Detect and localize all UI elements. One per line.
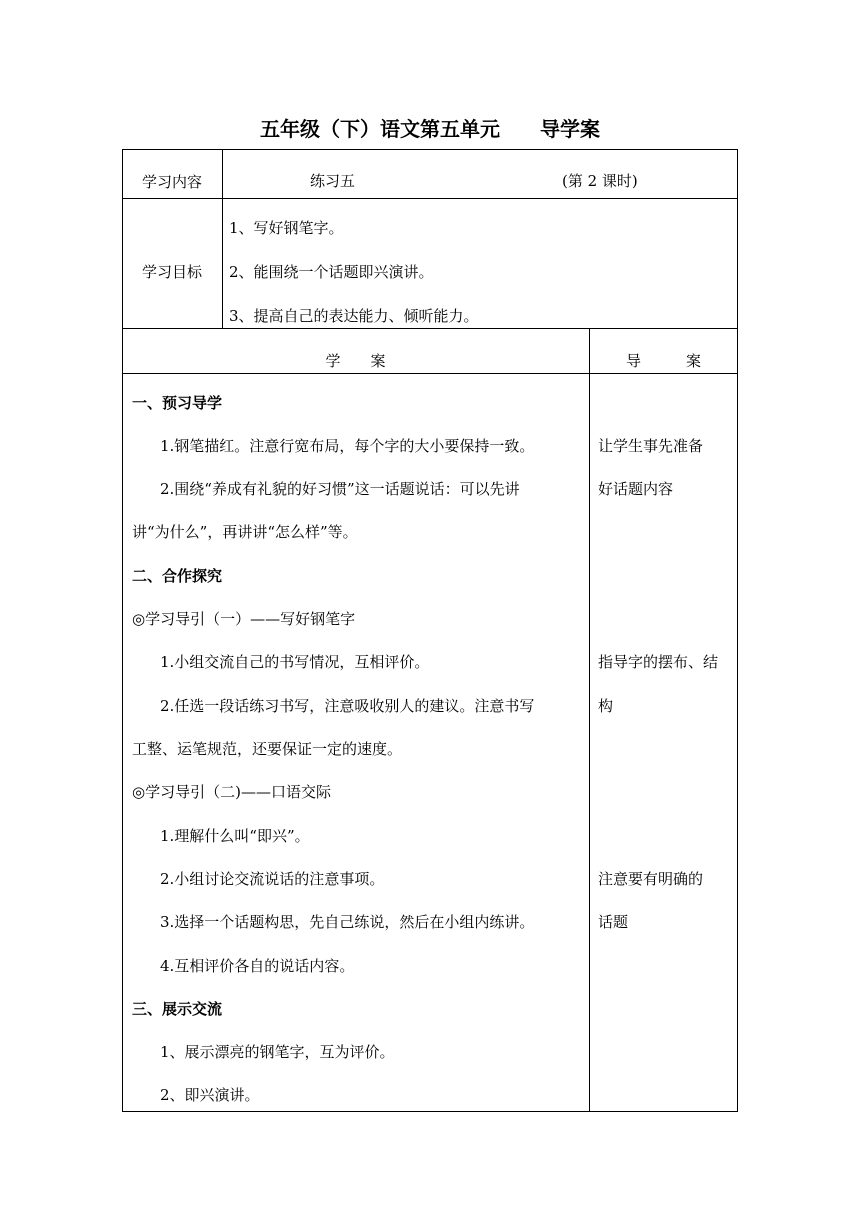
column-header-guide-plan: 导 案 bbox=[625, 352, 701, 370]
body-line: 讲“为什么”，再讲讲“怎么样”等。 bbox=[132, 523, 358, 541]
guide-note: 构 bbox=[598, 697, 614, 715]
body-line: 工整、运笔规范，还要保证一定的速度。 bbox=[132, 740, 403, 758]
section-title: 一、预习导学 bbox=[132, 394, 223, 412]
column-header-study-plan: 学 案 bbox=[325, 352, 386, 370]
body-line: 1.小组交流自己的书写情况，互相评价。 bbox=[160, 653, 430, 671]
section-title: 三、展示交流 bbox=[132, 1000, 223, 1018]
guide-note: 指导字的摆布、结 bbox=[598, 653, 719, 671]
document-title: 五年级（下）语文第五单元 导学案 bbox=[260, 117, 600, 141]
guide-heading: ◎学习导引（二)——口语交际 bbox=[132, 783, 331, 801]
goal-item: 1、写好钢笔字。 bbox=[229, 219, 344, 237]
body-line: 3.选择一个话题构思，先自己练说，然后在小组内练讲。 bbox=[160, 913, 535, 931]
content-value: 练习五 bbox=[310, 172, 356, 190]
guide-note: 话题 bbox=[598, 913, 629, 931]
body-line: 4.互相评价各自的说话内容。 bbox=[160, 957, 355, 975]
body-line: 2、即兴演讲。 bbox=[160, 1086, 260, 1104]
body-line: 1、展示漂亮的钢笔字，互为评价。 bbox=[160, 1043, 395, 1061]
content-label: 学习内容 bbox=[141, 173, 202, 191]
goal-item: 2、能围绕一个话题即兴演讲。 bbox=[229, 263, 434, 281]
body-line: 1.理解什么叫“即兴”。 bbox=[160, 827, 310, 845]
body-line: 1.钢笔描红。注意行宽布局，每个字的大小要保持一致。 bbox=[160, 437, 535, 455]
goals-label: 学习目标 bbox=[141, 263, 202, 281]
guide-note: 好话题内容 bbox=[598, 480, 674, 498]
section-title: 二、合作探究 bbox=[132, 567, 223, 585]
guide-note: 注意要有明确的 bbox=[598, 870, 704, 888]
guide-heading: ◎学习导引（一）——写好钢笔字 bbox=[132, 610, 356, 628]
goal-item: 3、提高自己的表达能力、倾听能力。 bbox=[229, 307, 479, 325]
body-line: 2.任选一段话练习书写，注意吸收别人的建议。注意书写 bbox=[160, 697, 535, 715]
body-line: 2.围绕“养成有礼貌的好习惯”这一话题说话：可以先讲 bbox=[160, 480, 520, 498]
guide-note: 让学生事先准备 bbox=[598, 437, 704, 455]
lesson-number: (第 2 课时) bbox=[562, 172, 638, 190]
body-line: 2.小组讨论交流说话的注意事项。 bbox=[160, 870, 385, 888]
